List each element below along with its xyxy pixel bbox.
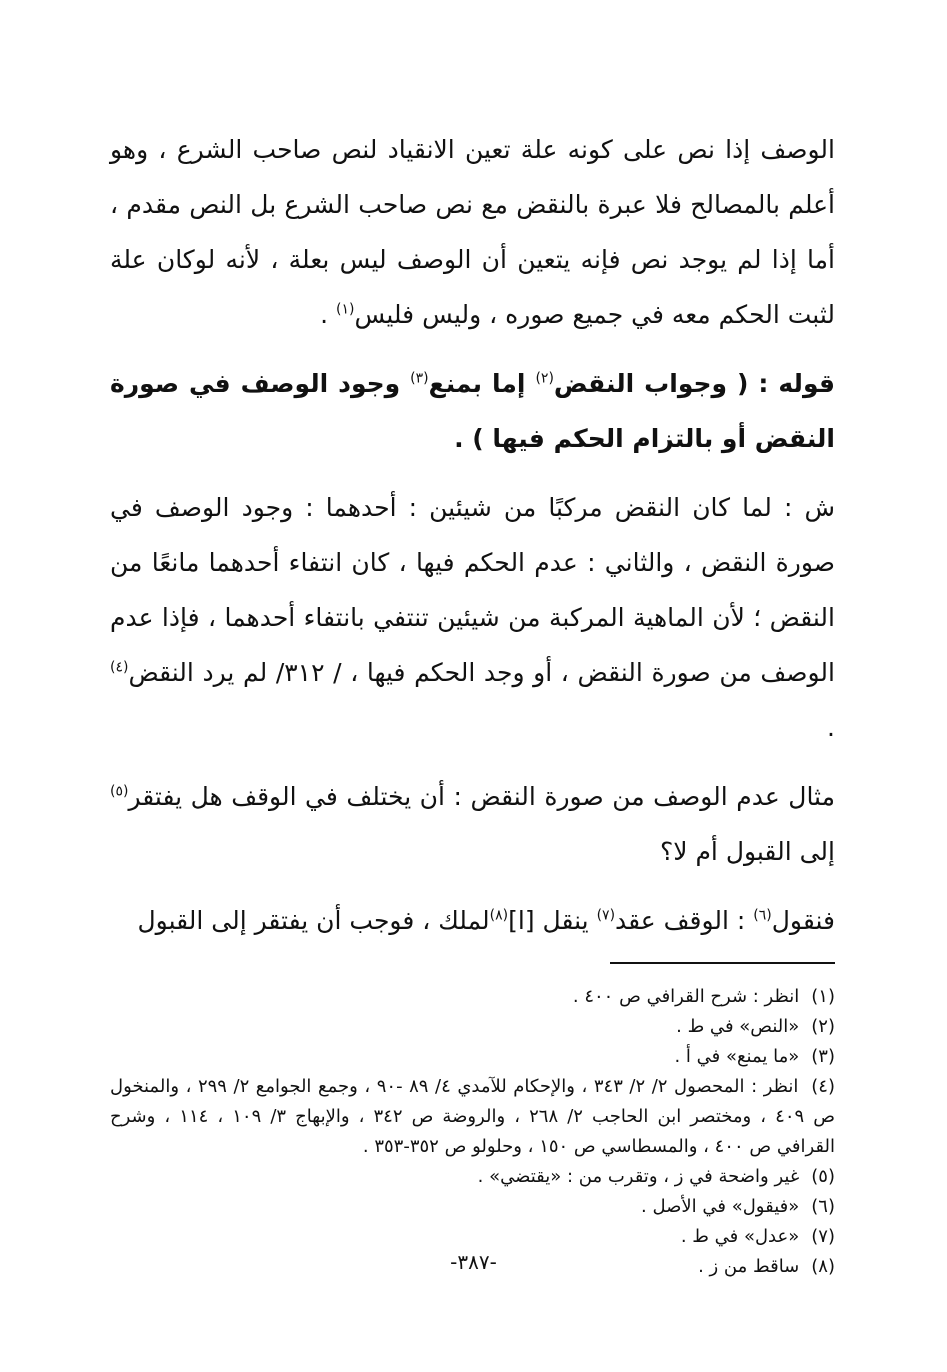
footnote-text: «النص» في ط . [676, 1016, 800, 1037]
footnote-text: غير واضحة في ز ، وتقرب من : «يقتضي» . [477, 1166, 800, 1187]
footnote-text: «فيقول» في الأصل . [641, 1196, 800, 1217]
footnote-number: (٥) [811, 1166, 835, 1187]
footnote-reference: (١) [336, 301, 355, 318]
quoted-text: وجود الوصف في صورة النقض أو بالتزام الحكم فيها ) . [110, 369, 835, 453]
footnote [110, 1042, 835, 1072]
footnote-text: انظر : المحصول ٢/ ٢/ ٣٤٣ ، والإحكام للآمدي ٤/ ٨٩ -٩٠ ، وجمع الجوامع ٢/ ٢٩٩ ، والمنخول ص ٤٠٩ ، ومختصر ابن الحاجب ٢/ ٢٦٨ ، والروضة ص ٣٤٢ ، والإبهاج ٣/ ١٠٩ ، ١١٤ ، وشرح القرافي ص ٤٠٠ ، والمسطاسي ص ١٥٠ ، وحلولو ص ٣٥٢-٣٥٣ . [110, 1076, 836, 1157]
footnote-reference: (٣) [410, 370, 429, 387]
footnote-text: «عدل» في ط . [680, 1226, 800, 1247]
paragraph-text: ش : لما كان النقض مركبًا من شيئين : أحدهما : وجود الوصف في صورة النقض ، والثاني : عدم الحكم فيها ، كان انتفاء أحدهما مانعًا من النقض ؛ لأن الماهية المركبة من شيئين تنتفي بانتفاء أحدهما ، فإذا عدم الوصف من صورة النقض ، أو وجد الحكم فيها ، / ٣١٢/ لم يرد النقض [110, 493, 835, 687]
footnote [110, 1162, 835, 1192]
quoted-text: إما بمنع [428, 369, 536, 398]
paragraph [110, 893, 835, 948]
paragraph-text: الوصف إذا نص على كونه علة تعين الانقياد لنص صاحب الشرع ، وهو أعلم بالمصالح فلا عبرة بالنقض مع نص صاحب الشرع بل النص مقدم ، أما إذا لم يوجد نص فإنه يتعين أن الوصف ليس بعلة ، لأنه لوكان علة لثبت الحكم معه في جميع صوره ، وليس فليس [110, 135, 835, 329]
footnote-reference: (٥) [110, 783, 129, 800]
paragraph [110, 122, 835, 342]
footnote-number: (٣) [811, 1046, 835, 1067]
footnote-text: انظر : شرح القرافي ص ٤٠٠ . [572, 986, 800, 1007]
footnote-number: (١) [811, 986, 835, 1007]
paragraph-text: : الوقف عقد [615, 906, 754, 935]
footnote [110, 1072, 835, 1162]
footnote-reference: (٢) [535, 370, 554, 387]
footnote-number: (٧) [811, 1226, 835, 1247]
footnote-reference: (٨) [489, 907, 509, 924]
paragraph-text: مثال عدم الوصف من صورة النقض : أن يختلف في الوقف هل يفتقر [128, 782, 835, 811]
footnote-reference: (٧) [596, 907, 616, 924]
footnote-text: ساقط من ز . [698, 1256, 800, 1277]
footnote-number: (٢) [811, 1016, 835, 1037]
paragraph-text: فنقول [771, 906, 835, 935]
footnote-number: (٤) [811, 1076, 835, 1097]
paragraph-text: . [827, 713, 835, 742]
paragraph [110, 356, 835, 466]
footnotes [110, 982, 835, 1282]
footnote-text: «ما يمنع» في أ . [674, 1046, 800, 1067]
footnote-reference: (٤) [110, 659, 129, 676]
footnote-reference: (٦) [753, 907, 772, 924]
footnote-separator [610, 962, 835, 964]
footnote [110, 1012, 835, 1042]
paragraph-text: ينقل [ا] [508, 906, 597, 935]
paragraph [110, 480, 835, 755]
footnote [110, 1222, 835, 1252]
footnote [110, 982, 835, 1012]
footnote [110, 1192, 835, 1222]
page-number: -٣٨٧- [450, 1250, 497, 1274]
paragraph-text: لملك ، فوجب أن يفتقر إلى القبول [137, 906, 490, 935]
paragraph-text: . [320, 300, 337, 329]
footnote-number: (٨) [811, 1256, 835, 1277]
paragraph [110, 769, 835, 879]
footnote-number: (٦) [811, 1196, 835, 1217]
main-text [110, 122, 835, 948]
paragraph-text: إلى القبول أم لا؟ [659, 837, 835, 866]
quoted-text: قوله : ( وجواب النقض [553, 369, 835, 398]
